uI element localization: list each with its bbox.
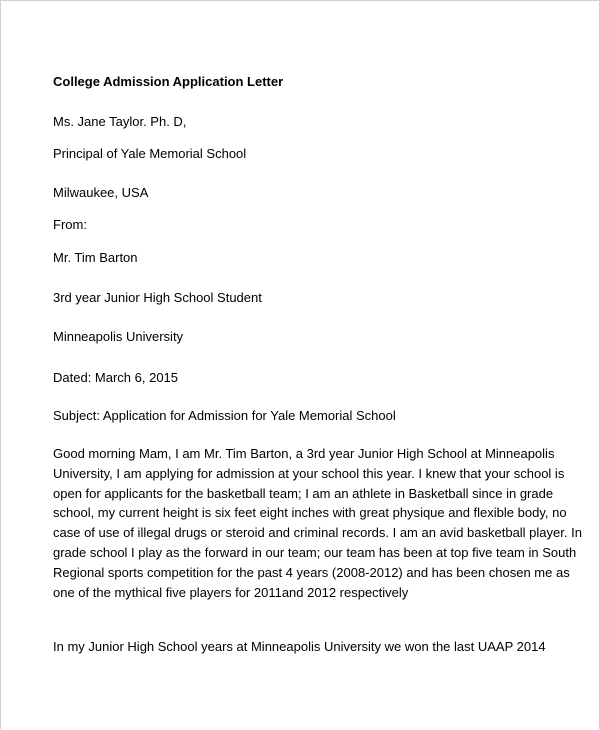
paragraph-line: grade school I play as the forward in our team; our team has been at top five team in South [53,544,577,560]
recipient-location: Milwaukee, USA [53,185,149,200]
letter-subject: Subject: Application for Admission for Yale Memorial School [53,408,396,423]
recipient-position: Principal of Yale Memorial School [53,146,247,161]
paragraph-line: open for applicants for the basketball team; I am an athlete in Basketball since in grade [53,485,554,501]
paragraph-line: Regional sports competition for the past 4 years (2008-2012) and has been chosen me as [53,564,570,580]
recipient-name: Ms. Jane Taylor. Ph. D, [53,114,187,129]
paragraph-line: case of use of illegal drugs or steroid and criminal records. I am an avid basketball player. In [53,525,582,541]
paragraph-line: one of the mythical five players for 2011and 2012 respectively [53,584,409,600]
letter-date: Dated: March 6, 2015 [53,370,179,385]
from-label: From: [53,217,87,232]
sender-name: Mr. Tim Barton [53,250,138,265]
paragraph-line: University, I am applying for admission at your school this year. I knew that your school is [53,465,565,481]
letter-title: College Admission Application Letter [53,74,284,89]
paragraph-line: Good morning Mam, I am Mr. Tim Barton, a 3rd year Junior High School at Minneapolis [53,446,555,461]
paragraph-line: school, my current height is six feet eight inches with great physique and flexible body, no [53,505,567,521]
body-paragraph-1 [53,444,582,602]
sender-position: 3rd year Junior High School Student [53,290,262,305]
sender-school: Minneapolis University [53,329,184,344]
body-paragraph-2: In my Junior High School years at Minneapolis University we won the last UAAP 2014 [53,639,546,654]
